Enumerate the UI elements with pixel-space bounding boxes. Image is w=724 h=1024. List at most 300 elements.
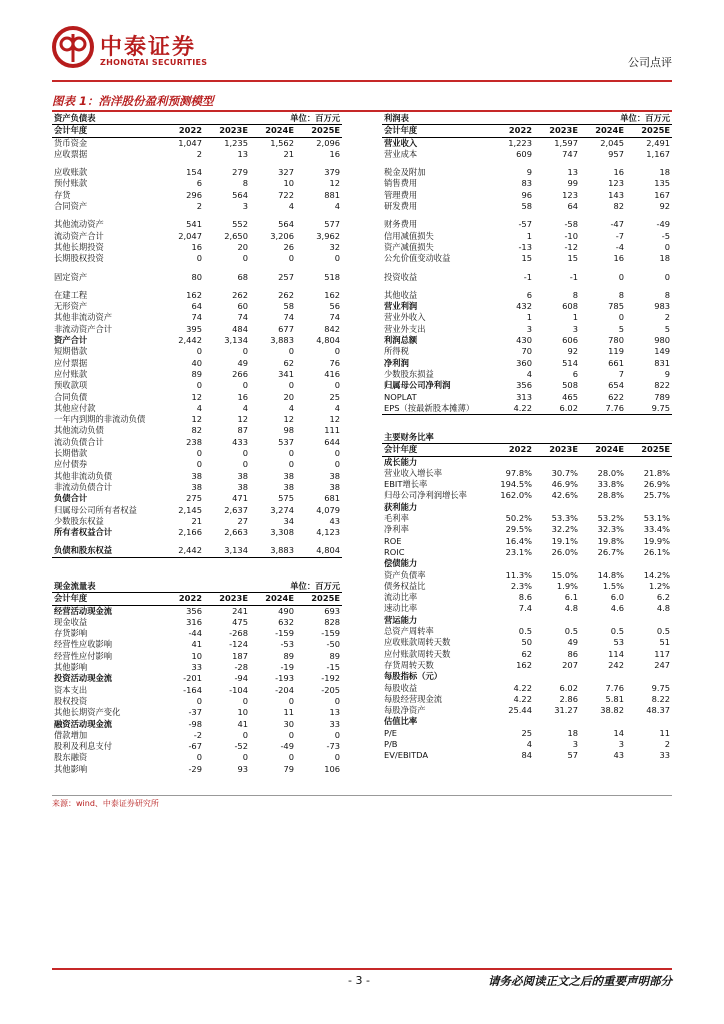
cell-value: 167 [654,189,671,200]
table-row [52,538,342,545]
cell-value: 4.8 [564,603,578,614]
cell-value: 19.1% [551,535,578,546]
row-label: 无形资产 [54,301,88,312]
row-label: 信用减值损失 [384,230,434,241]
cell-value: 38 [191,470,202,481]
table-row [52,719,342,730]
row-label: 投资收益 [384,271,418,282]
cell-value: 12 [191,391,202,402]
cash-flow-table [52,581,342,775]
year-header: 2024E [250,593,296,605]
cell-value: 2,442 [178,335,202,346]
cell-value: 6 [196,178,202,189]
cell-value: 490 [278,605,294,616]
cell-value: 6.2 [656,592,671,603]
cell-value: -67 [188,741,202,752]
cell-value [488,265,534,272]
cell-value: 13 [329,707,341,718]
cell-value: 3,134 [224,335,248,346]
year-header: 2022 [160,593,204,605]
row-label: 经营活动现金流 [54,605,113,616]
cell-value: 15.0% [551,569,578,580]
cell-value: 16.4% [505,535,532,546]
year-header: 2024E [250,125,296,137]
cell-value: 62 [521,648,532,659]
cell-value: 80 [191,271,202,282]
row-label: 应收账款周转天数 [384,637,451,648]
header-divider [52,80,672,82]
row-label: 税金及附加 [384,167,426,178]
cell-value: 7.76 [605,682,624,693]
cell-value: 471 [232,493,248,504]
cell-value: 32.2% [551,524,578,535]
table-row [382,231,672,242]
cell-value [160,160,204,167]
cell-value [296,265,342,272]
cell-value: 693 [324,605,341,616]
cell-value: 38 [191,481,202,492]
cell-value: 26.1% [643,546,671,557]
cell-value: 262 [278,289,294,300]
cell-value: -13 [518,241,532,252]
cell-value: 564 [278,219,294,230]
cell-value: 3,206 [270,230,294,241]
cell-value: 2,442 [160,545,204,557]
cell-value [204,160,250,167]
table-row [382,592,672,603]
table-row [52,425,342,436]
cell-value [250,265,296,272]
cell-value: 4,123 [316,527,341,538]
table-row [382,283,672,290]
cell-value: 162 [516,659,532,670]
cell-value: 187 [232,650,248,661]
financial-ratios-table [382,432,672,762]
cell-value: 828 [324,616,341,627]
year-header: 2025E [626,125,672,137]
cell-value: 9.75 [651,682,671,693]
table-row [382,290,672,301]
cell-value: 2 [196,148,202,159]
income-statement-table [382,113,672,415]
row-label [52,283,160,290]
cell-value: 0 [334,380,341,391]
cell-value: 30 [283,718,294,729]
table-row [52,231,342,242]
table-row [382,750,672,761]
cell-value: -44 [188,628,202,639]
cell-value [160,538,204,545]
table-row [382,324,672,335]
cell-value: 4.22 [513,693,532,704]
cell-value: -28 [234,662,248,673]
table-row [382,392,672,403]
cell-value: 1 [526,312,532,323]
cell-value: 2 [196,201,202,212]
table-row [52,358,342,369]
year-header: 2025E [626,444,672,456]
row-label: 合同资产 [54,201,88,212]
cell-value: 3 [618,739,624,750]
cell-value: 1 [572,312,578,323]
row-label: 应付债券 [54,459,88,470]
row-label: 在建工程 [54,289,88,300]
cell-value: 2,045 [600,137,624,148]
cell-value: 13 [237,148,248,159]
cell-value: 26.9% [643,479,671,490]
cell-value: 21 [191,515,202,526]
row-label: 其他收益 [384,289,418,300]
cell-value: -49 [280,741,294,752]
table-row [52,335,342,346]
row-label: P/E [384,727,398,738]
row-label: 其他影响 [54,763,88,774]
table-row [382,456,672,468]
cell-value: 575 [278,493,294,504]
year-header: 2024E [580,125,626,137]
cell-value: 1 [526,230,532,241]
row-label: 偿债能力 [384,558,418,569]
cell-value: 2.86 [559,693,578,704]
row-label: 借款增加 [54,729,88,740]
table-row [52,527,342,538]
cell-value: 16 [237,391,248,402]
company-name-cn: 中泰证券 [100,35,197,60]
table-row [382,716,672,727]
row-label: 流动资产合计 [54,230,104,241]
table-row [382,524,672,535]
cell-value [580,502,626,513]
year-header: 2023E [534,125,580,137]
cell-value: 38 [329,470,341,481]
row-label: 估值比率 [384,716,418,727]
table-row [52,673,342,684]
cell-value: 0 [242,253,248,264]
cell-value: 12 [191,414,202,425]
row-label: 投资活动现金流 [54,673,113,684]
cell-value: 56 [329,301,341,312]
table-title: 主要财务比率 [382,432,672,444]
row-label [382,283,488,290]
year-label: 会计年度 [382,125,488,137]
cell-value: 1,562 [270,137,294,148]
year-header: 2022 [488,125,534,137]
cell-value: 123 [608,178,624,189]
row-label: 营业外支出 [384,323,426,334]
cell-value: 62 [283,357,294,368]
footer-disclaimer: 请务必阅读正文之后的重要声明部分 [488,974,672,988]
cell-value [534,502,580,513]
cell-value [160,212,204,219]
cell-value: -37 [188,707,202,718]
table-row [382,212,672,219]
year-header: 2023E [204,593,250,605]
cell-value: 76 [329,357,341,368]
cell-value: 27 [237,515,248,526]
cell-value: 0 [288,729,294,740]
cell-value: 552 [232,219,248,230]
table-row [382,265,672,272]
row-label: 总资产周转率 [384,626,434,637]
cell-value: 4 [242,402,248,413]
cell-value: 2 [664,739,671,750]
cell-value: 0 [288,695,294,706]
table-row [52,516,342,527]
cell-value: 119 [608,346,624,357]
row-label: 销售费用 [384,178,418,189]
cell-value [488,502,534,513]
row-label: 负债合计 [54,493,88,504]
cell-value [250,538,296,545]
row-label: 营业成本 [384,148,418,159]
cell-value: 123 [562,189,578,200]
cell-value: 313 [516,391,532,402]
cell-value: 8 [618,289,624,300]
cell-value: 4.22 [488,403,534,415]
unit-label: 单位：百万元 [488,113,672,125]
cell-value: 19.9% [643,535,671,546]
cell-value: -50 [326,639,341,650]
row-label [382,212,488,219]
table-row [382,671,672,682]
table-row [382,581,672,592]
cell-value: 3,308 [270,527,294,538]
table-row [382,558,672,569]
cell-value: -19 [280,662,294,673]
cell-value: 2.3% [510,580,532,591]
cell-value: 508 [562,380,578,391]
cell-value: -4 [615,241,624,252]
cell-value: 143 [608,189,624,200]
table-row [382,649,672,660]
cell-value [488,558,534,569]
table-title: 现金流量表 [52,581,160,593]
cell-value: 577 [324,219,341,230]
cell-value: 681 [324,493,341,504]
cell-value: 74 [191,312,202,323]
cell-value [534,615,580,626]
cell-value [626,558,672,569]
cell-value [534,283,580,290]
cell-value: 0 [242,695,248,706]
cell-value: 0 [334,346,341,357]
cell-value: -94 [234,673,248,684]
cell-value: 83 [521,178,532,189]
cell-value: 0 [196,346,202,357]
table-row [52,272,342,283]
cell-value: 0 [288,459,294,470]
cell-value: 2,491 [646,137,671,148]
cell-value: 29.5% [505,524,532,535]
cell-value: 99 [567,178,578,189]
cell-value: 6.02 [559,682,578,693]
cell-value: 162 [186,289,202,300]
cell-value [488,160,534,167]
cell-value [626,456,672,468]
cell-value: 0 [242,346,248,357]
table-row [52,662,342,673]
table-row [52,628,342,639]
cell-value: 20 [283,391,294,402]
row-label: 少数股东损益 [384,368,434,379]
cell-value [626,671,672,682]
table-row [382,242,672,253]
cell-value: 430 [516,335,532,346]
cell-value: -10 [564,230,578,241]
table-row [52,605,342,617]
cell-value: 296 [186,189,202,200]
cell-value: 2,663 [224,527,248,538]
cell-value [580,160,626,167]
cell-value: 82 [613,201,624,212]
cell-value: 0 [196,448,202,459]
cell-value: -124 [229,639,248,650]
table-row [382,513,672,524]
cell-value: 11.3% [505,569,532,580]
table-row [52,212,342,219]
cell-value: 20 [237,241,248,252]
cell-value: 747 [562,148,578,159]
table-row [52,265,342,272]
cell-value: 33 [191,662,202,673]
cell-value: 14 [613,727,624,738]
row-label: 资产减值损失 [384,241,434,252]
cell-value: 89 [191,368,202,379]
cell-value: 7 [618,368,624,379]
table-row [52,730,342,741]
cell-value: 484 [232,323,248,334]
table-row [382,739,672,750]
table-header-row [52,125,342,137]
table-row [52,190,342,201]
table-row [52,160,342,167]
table-title-row [52,113,342,125]
row-label: 流动比率 [384,592,418,603]
row-label: 融资活动现金流 [54,718,113,729]
cell-value: -204 [275,684,294,695]
table-row [382,137,672,149]
cell-value [160,265,204,272]
table-row [382,683,672,694]
table-row [382,547,672,558]
row-label: 固定资产 [54,271,88,282]
cell-value: 247 [654,659,671,670]
table-row [52,137,342,149]
cell-value: -53 [280,639,294,650]
row-label: 营业外收入 [384,312,426,323]
cell-value: 266 [232,368,248,379]
table-row [382,380,672,391]
logo-mark-icon [52,26,94,68]
cell-value: -58 [564,219,578,230]
cell-value: 162 [324,289,341,300]
row-label: 净利润 [384,357,409,368]
row-label: 其他非流动负债 [54,470,113,481]
cell-value: 327 [278,167,294,178]
cell-value: -104 [229,684,248,695]
cell-value: 16 [613,167,624,178]
cell-value: -205 [321,684,341,695]
cell-value: 33.8% [597,479,624,490]
table-row [52,242,342,253]
cell-value: 4,804 [316,335,341,346]
source-divider [52,795,672,796]
cell-value: 111 [324,425,341,436]
cell-value: 4 [334,402,341,413]
cell-value: 275 [186,493,202,504]
row-label [52,212,160,219]
row-label: 应付票据 [54,357,88,368]
cell-value: 114 [608,648,624,659]
cell-value: -15 [326,662,341,673]
cell-value: 341 [278,368,294,379]
row-label: 毛利率 [384,513,409,524]
row-label: 财务费用 [384,219,418,230]
cell-value [296,283,342,290]
cell-value: 6.1 [564,592,578,603]
row-label: 经营性应付影响 [54,650,113,661]
cell-value: 92 [567,346,578,357]
cell-value: 117 [654,648,671,659]
cell-value: 92 [659,201,671,212]
cell-value: 0 [664,241,671,252]
cell-value: 15 [567,253,578,264]
cell-value: 9 [526,167,532,178]
row-label: 负债和股东权益 [52,545,160,557]
cell-value: 0 [288,752,294,763]
table-row [52,505,342,516]
cell-value [534,265,580,272]
table-row [52,493,342,504]
cell-value: 0 [242,380,248,391]
table-row [382,603,672,614]
table-row [382,660,672,671]
table-row [382,694,672,705]
table-row [52,301,342,312]
footer-divider [52,968,672,970]
cell-value: 4 [334,201,341,212]
row-label: 长期股权投资 [54,253,104,264]
cell-value: 97.8% [505,467,532,478]
row-label: 其他流动资产 [54,219,104,230]
cell-value: 1,047 [178,137,202,148]
cell-value: 2 [664,312,671,323]
table-row [52,685,342,696]
cell-value: 395 [186,323,202,334]
cell-value: 79 [283,763,294,774]
unit-label: 单位：百万元 [160,581,342,593]
row-label: 存货影响 [54,628,88,639]
cell-value: 49 [237,357,248,368]
cell-value: 68 [237,271,248,282]
cell-value [626,265,672,272]
table-row [382,637,672,648]
cell-value [488,671,534,682]
cell-value: 13 [567,167,578,178]
cell-value: 0 [664,271,671,282]
cell-value: 0 [334,253,341,264]
cell-value: 0 [288,346,294,357]
table-header-row [52,593,342,605]
table-row [52,178,342,189]
cell-value: 262 [232,289,248,300]
cell-value: 2,047 [178,230,202,241]
cell-value: 16 [329,148,341,159]
cell-value: 38 [283,470,294,481]
cell-value: 149 [654,346,671,357]
table-row [382,335,672,346]
table-row [382,346,672,357]
